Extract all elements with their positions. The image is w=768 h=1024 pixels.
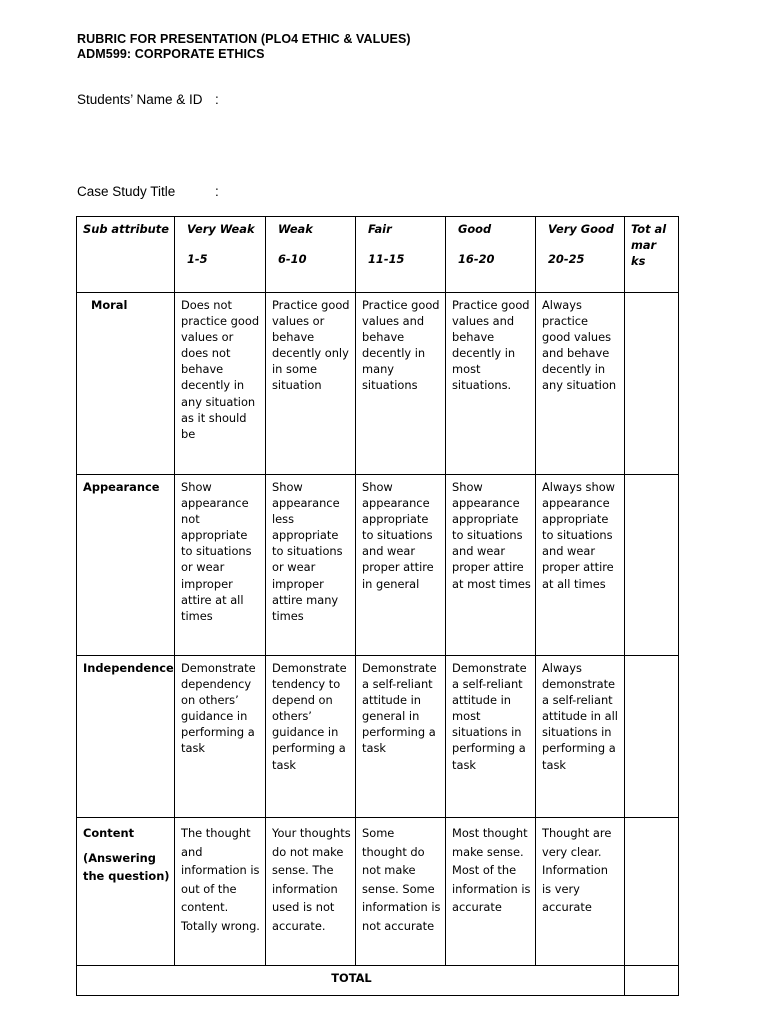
marks-cell[interactable] bbox=[625, 818, 679, 966]
level-range: 6-10 bbox=[278, 252, 307, 267]
level-label: Good bbox=[458, 222, 492, 236]
total-row bbox=[77, 966, 679, 996]
table-row bbox=[77, 656, 679, 818]
table-row bbox=[77, 818, 679, 966]
marks-cell[interactable] bbox=[625, 475, 679, 656]
level-label: Very Weak bbox=[187, 222, 255, 236]
attribute-cell: Appearance bbox=[77, 475, 175, 656]
case-study-colon: : bbox=[215, 184, 219, 199]
criteria-cell: Demonstrate a self-reliant attitude in general in performing a task bbox=[356, 656, 446, 818]
total-label: TOTAL bbox=[77, 966, 625, 996]
level-range: 20-25 bbox=[548, 252, 585, 267]
header-fair bbox=[356, 217, 446, 293]
criteria-cell: Always demonstrate a self-reliant attitude in all situations in performing a task bbox=[536, 656, 625, 818]
criteria-cell: Always practice good values and behave decently in any situation bbox=[536, 293, 625, 475]
header-very-good bbox=[536, 217, 625, 293]
criteria-cell: Practice good values and behave decently in most situations. bbox=[446, 293, 536, 475]
total-marks-cell[interactable] bbox=[625, 966, 679, 996]
rubric-table bbox=[76, 216, 679, 996]
case-study-label: Case Study Title bbox=[77, 184, 176, 199]
student-name-colon: : bbox=[215, 92, 219, 107]
attribute-cell bbox=[77, 293, 175, 475]
level-range: 11-15 bbox=[368, 252, 405, 267]
document-title: RUBRIC FOR PRESENTATION (PLO4 ETHIC & VALUES) bbox=[77, 32, 411, 46]
level-label: Fair bbox=[368, 222, 392, 236]
marks-cell[interactable] bbox=[625, 656, 679, 818]
case-study-field bbox=[77, 184, 219, 199]
student-name-field bbox=[77, 92, 219, 107]
criteria-cell: Practice good values or behave decently only in some situation bbox=[266, 293, 356, 475]
header-total-marks: Tot al mar ks bbox=[625, 217, 679, 293]
header-very-weak bbox=[175, 217, 266, 293]
attribute-cell: Independence bbox=[77, 656, 175, 818]
criteria-cell: Show appearance less appropriate to situations or wear improper attire many times bbox=[266, 475, 356, 656]
criteria-cell: Show appearance appropriate to situations and wear proper attire at most times bbox=[446, 475, 536, 656]
level-label: Very Good bbox=[548, 222, 614, 236]
criteria-cell: Practice good values and behave decently in many situations bbox=[356, 293, 446, 475]
level-range: 1-5 bbox=[187, 252, 208, 267]
criteria-cell: Always show appearance appropriate to situations and wear proper attire at all times bbox=[536, 475, 625, 656]
criteria-cell: Your thoughts do not make sense. The information used is not accurate. bbox=[266, 818, 356, 966]
table-row bbox=[77, 475, 679, 656]
course-title: ADM599: CORPORATE ETHICS bbox=[77, 47, 265, 61]
criteria-cell: Show appearance not appropriate to situations or wear improper attire at all times bbox=[175, 475, 266, 656]
criteria-cell: Demonstrate tendency to depend on others’ guidance in performing a task bbox=[266, 656, 356, 818]
criteria-cell: Some thought do not make sense. Some information is not accurate bbox=[356, 818, 446, 966]
criteria-cell: Demonstrate a self-reliant attitude in most situations in performing a task bbox=[446, 656, 536, 818]
table-row bbox=[77, 293, 679, 475]
header-row bbox=[77, 217, 679, 293]
header-weak bbox=[266, 217, 356, 293]
header-sub-attribute: Sub attribute bbox=[77, 217, 175, 293]
criteria-cell: Thought are very clear. Information is very accurate bbox=[536, 818, 625, 966]
marks-cell[interactable] bbox=[625, 293, 679, 475]
header-good bbox=[446, 217, 536, 293]
criteria-cell: The thought and information is out of the content. Totally wrong. bbox=[175, 818, 266, 966]
level-label: Weak bbox=[278, 222, 313, 236]
criteria-cell: Does not practice good values or does not behave decently in any situation as it should be bbox=[175, 293, 266, 475]
attribute-sublabel: (Answering the question) bbox=[83, 850, 170, 884]
criteria-cell: Demonstrate dependency on others’ guidance in performing a task bbox=[175, 656, 266, 818]
criteria-cell: Most thought make sense. Most of the information is accurate bbox=[446, 818, 536, 966]
level-range: 16-20 bbox=[458, 252, 495, 267]
criteria-cell: Show appearance appropriate to situations and wear proper attire in general bbox=[356, 475, 446, 656]
attribute-label: Content bbox=[83, 826, 135, 840]
attribute-cell bbox=[77, 818, 175, 966]
attribute-label: Moral bbox=[91, 298, 128, 312]
student-name-label: Students’ Name & ID bbox=[77, 92, 203, 107]
